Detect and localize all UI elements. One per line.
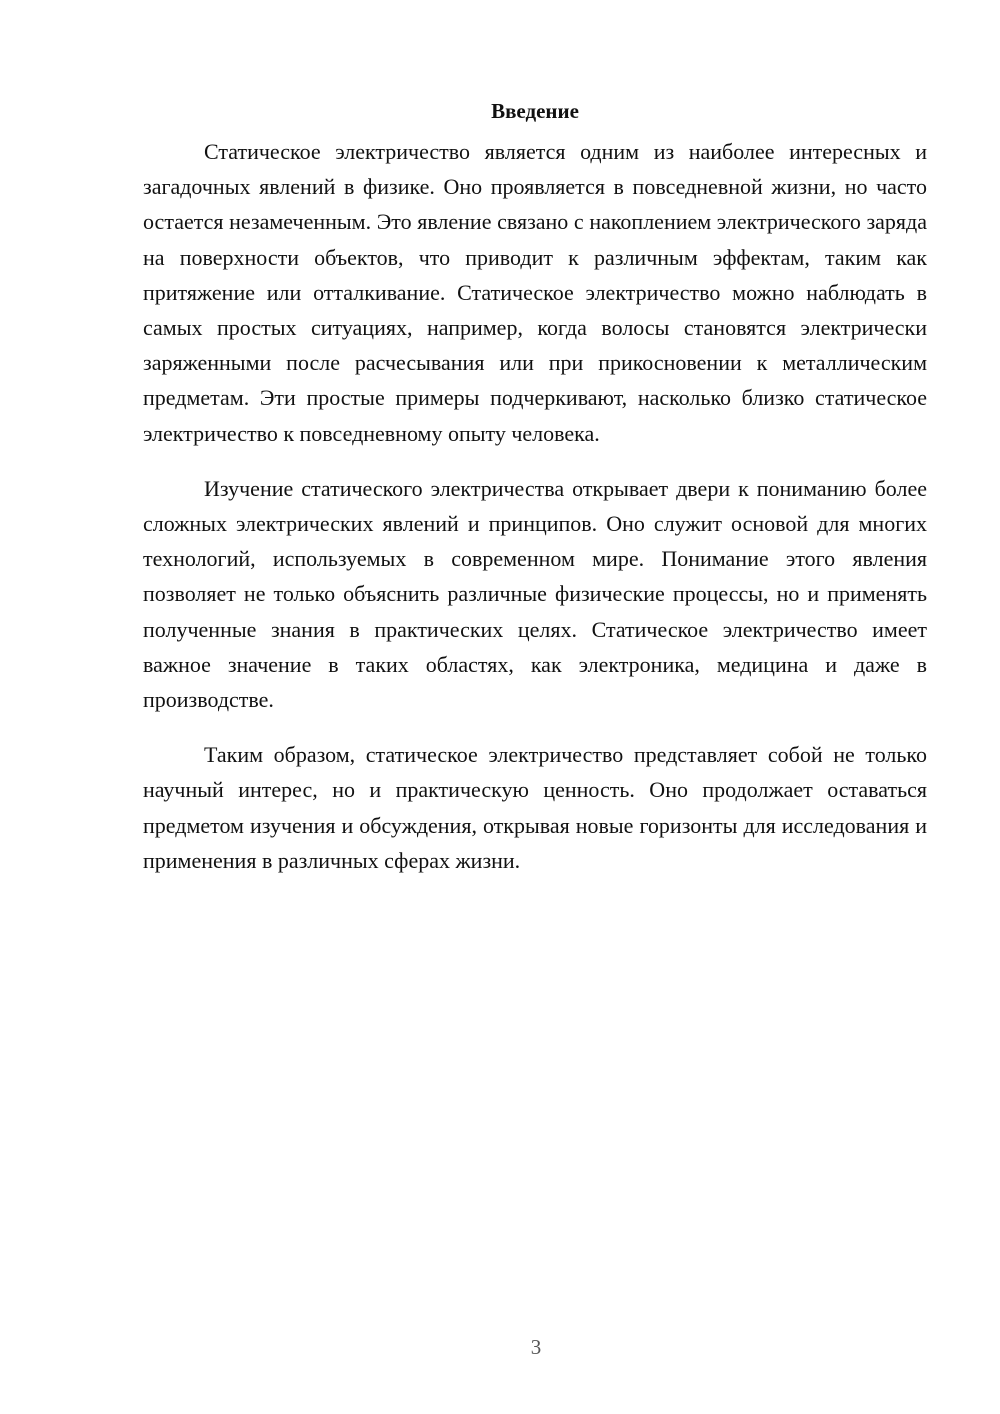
paragraph-3: Таким образом, статическое электричество представляет собой не только научный интерес, но и практическую ценность. Оно продолжает оставаться предметом изучения и обсуждения, открывая новые горизонты для исследования и применения в различных сферах жизни. — [143, 742, 927, 873]
section-heading: Введение — [491, 99, 579, 123]
paragraph-1: Статическое электричество является одним из наиболее интересных и загадочных явлений в физике. Оно проявляется в повседневной жизни, но часто остается незамеченным. Это явление связано с накоплением электрического заряда на поверхности объектов, что приводит к различным эффектам, таким как притяжение или отталкивание. Статическое электричество можно наблюдать в самых простых ситуациях, например, когда волосы становятся электрически заряженными после расчесывания или при прикосновении к металлическим предметам. Эти простые примеры подчеркивают, насколько близко статическое электричество к повседневному опыту человека. — [143, 139, 927, 446]
page-number: 3 — [530, 1335, 542, 1359]
paragraph-2: Изучение статического электричества открывает двери к пониманию более сложных электрических явлений и принципов. Оно служит основой для многих технологий, используемых в современном мире. Понимание этого явления позволяет не только объяснить различные физические процессы, но и применять полученные знания в практических целях. Статическое электричество имеет важное значение в таких областях, как электроника, медицина и даже в производстве. — [143, 475, 927, 713]
page-content — [143, 96, 927, 878]
